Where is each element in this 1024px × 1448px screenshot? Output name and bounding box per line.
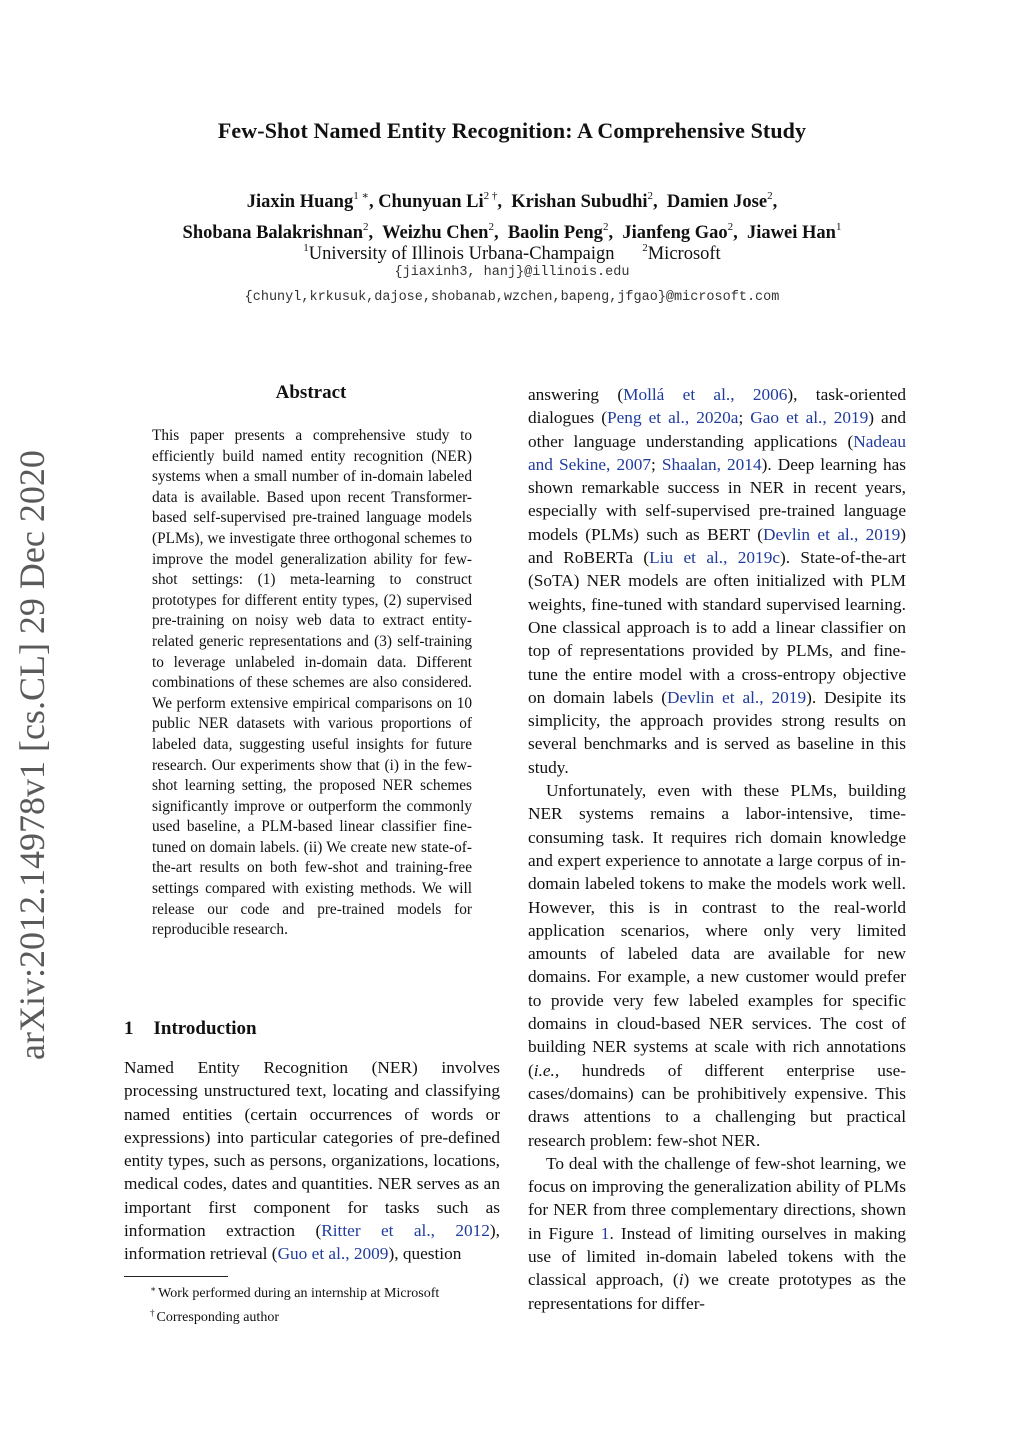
affiliation-name: University of Illinois Urbana-Champaign xyxy=(308,244,615,264)
intro-paragraph xyxy=(528,383,906,779)
citation-link[interactable]: Gao et al., 2019 xyxy=(750,408,869,428)
italic-run: i.e., xyxy=(533,1060,560,1080)
citation-link[interactable]: Guo et al., 2009 xyxy=(277,1244,389,1264)
author-name: Krishan Subudhi xyxy=(511,192,648,212)
author-line-2: Shobana Balakrishnan$^2$, Weizhu Chen$^2$, Baolin Peng$^2$, Jianfeng Gao$^2$, Jiawei Han$^1$ xyxy=(182,221,842,243)
author-affil-mark: 2 xyxy=(363,221,369,233)
arxiv-side-label: arXiv:2012.14978v1 [cs.CL] 29 Dec 2020 xyxy=(12,450,52,1060)
text-run: ; xyxy=(738,408,751,428)
footnote-divider xyxy=(124,1276,228,1277)
footnote-mark: ∗ xyxy=(150,1284,157,1294)
text-run: ; xyxy=(651,454,662,474)
text-run: . Instead of limiting ourselves in making use of limited in-domain labeled tokens with the classical approach, ( xyxy=(528,1223,906,1290)
footnotes xyxy=(150,1280,439,1327)
italic-run: i xyxy=(678,1270,684,1290)
section-title: Introduction xyxy=(153,1018,257,1039)
author-affil-mark: 2 xyxy=(727,221,734,233)
text-run: ). Deep learning has shown remarkable success in NER in recent years, especially with self-supervised pre-trained language models (PLMs) such as BERT ( xyxy=(528,454,907,544)
author-affil-mark: 2 xyxy=(647,190,654,202)
affil-mark: 2 xyxy=(642,242,648,254)
citation-link[interactable]: Devlin et al., 2019 xyxy=(667,687,807,707)
text-run: ), question xyxy=(388,1244,462,1264)
text-run: Named Entity Recognition (NER) involves processing unstructured text, locating and classifying named entities (certain occurrences of words or expressions) into particular categories of pre-defined entity types, such as persons, organizations, locations, medical codes, dates and quantities. NER serves as an important first component for tasks such as information extraction ( xyxy=(124,1058,500,1241)
text-run: ) we create prototypes as the representations for differ- xyxy=(528,1270,906,1313)
abstract-text: This paper presents a comprehensive study to efficiently build named entity recognition (NER) systems when a small number of in-domain labeled data is available. Based upon recent Transformer-based self-supervised pre-trained language models (PLMs), we investigate three orthogonal schemes to improve the model generalization ability for few-shot settings: (1) meta-learning to construct prototypes for different entity types, (2) supervised pre-training on noisy web data to extract entity-related generic representations and (3) self-training to leverage unlabeled in-domain data. Different combinations of these schemes are also considered. We perform extensive empirical comparisons on 10 public NER datasets with various proportions of labeled data, suggesting useful insights for future research. Our experiments show that (i) in the few-shot learning setting, the proposed NER schemes significantly improve or outperform the commonly used baseline, a PLM-based linear classifier fine-tuned on domain labels. (ii) We create new state-of-the-art results on both few-shot and training-free settings compared with existing methods. We will release our code and pre-trained models for reproducible research. xyxy=(152,427,472,939)
author-name: Jiawei Han xyxy=(747,223,836,243)
author-affil-mark: 1 xyxy=(835,221,842,233)
email-line-1: {jiaxinh3, hanj}@illinois.edu xyxy=(394,265,630,280)
author-name: Chunyuan Li xyxy=(378,192,484,212)
text-run: ), information retrieval ( xyxy=(124,1221,500,1264)
author-affil-mark: 2 xyxy=(488,221,494,233)
text-run: ). State-of-the-art (SoTA) NER models are often initialized with PLM weights, fine-tuned with standard supervised learning. One classical approach is to add a linear classifier on top of representations provided by PLMs, and fine-tune the entire model with a cross-entropy objective on domain labels ( xyxy=(528,548,906,707)
text-run: ) and RoBERTa ( xyxy=(528,524,906,568)
footnote xyxy=(150,1304,439,1328)
citation-link[interactable]: Ritter et al., 2012 xyxy=(321,1221,490,1241)
intro-paragraph xyxy=(528,1152,906,1315)
author-affil-mark: 2 xyxy=(602,221,609,233)
section-number: 1 xyxy=(124,1018,134,1039)
author-name: Weizhu Chen xyxy=(382,223,489,243)
affiliation-name: Microsoft xyxy=(647,244,721,264)
text-run: ). Desipite its simplicity, the approach provides strong results on several benchmarks and is served as baseline in this study. xyxy=(528,687,906,777)
author-affil-mark: 2 † xyxy=(483,190,498,202)
author-affil-mark: 1 ∗ xyxy=(353,190,369,202)
text-run: Unfortunately, even with these PLMs, building NER systems remains a labor-intensive, time-consuming task. It requires rich domain knowledge and expert experience to annotate a large corpus of in-domain labeled tokens to make the models work well. However, this is in contrast to the real-world application scenarios, where only very limited amounts of labeled data are available for new domains. For example, a new customer would prefer to provide very few labeled examples for specific domains in cloud-based NER services. The cost of building NER systems at scale with rich annotations ( xyxy=(528,781,906,1080)
affil-mark: 1 xyxy=(303,242,309,254)
citation-link[interactable]: Shaalan, 2014 xyxy=(661,454,762,474)
intro-left-paragraph xyxy=(124,1056,500,1266)
author-name: Damien Jose xyxy=(666,192,768,212)
text-run: answering ( xyxy=(528,385,624,404)
affiliations xyxy=(0,235,1024,267)
intro-right-column xyxy=(528,383,906,1315)
author-name: Shobana Balakrishnan xyxy=(182,223,364,243)
intro-paragraph xyxy=(528,779,906,1152)
email-line-2: {chunyl,krkusuk,dajose,shobanab,wzchen,bapeng,jfgao}@microsoft.com xyxy=(244,290,780,305)
footnote-text: Corresponding author xyxy=(156,1309,279,1325)
citation-link[interactable]: Peng et al., 2020a xyxy=(607,408,739,428)
abstract-heading: Abstract xyxy=(275,382,347,403)
text-run: ), task-oriented dialogues ( xyxy=(528,385,906,428)
author-line-1: Jiaxin Huang$^{1 ∗}$, Chunyuan $Li^{2 \dagger}$, Krishan Subudhi$^2$, Damien Jose$^2$, xyxy=(246,190,778,212)
citation-link[interactable]: Nadeau and Sekine, 2007 xyxy=(528,431,906,474)
text-run: ) and other language understanding applications ( xyxy=(528,408,907,451)
footnote-text: Work performed during an internship at Microsoft xyxy=(158,1286,440,1301)
author-name: Baolin Peng xyxy=(507,223,603,243)
citation-link[interactable]: Liu et al., 2019c xyxy=(649,548,781,568)
footnote xyxy=(150,1280,439,1304)
footnote-mark: † xyxy=(150,1307,155,1318)
citation-link[interactable]: Mollá et al., 2006 xyxy=(623,385,788,404)
author-affil-mark: 2 xyxy=(767,190,773,202)
figure-link[interactable]: 1 xyxy=(600,1223,610,1243)
text-run: hundreds of different enterprise use-cases/domains) can be prohibitively expensive. This draws attentions to a challenging but practical research problem: few-shot NER. xyxy=(528,1060,906,1150)
section-heading xyxy=(124,1018,257,1040)
author-name: Jianfeng Gao xyxy=(622,223,728,243)
author-name: Jiaxin Huang xyxy=(246,192,354,212)
citation-link[interactable]: Devlin et al., 2019 xyxy=(763,524,901,544)
paper-title: Few-Shot Named Entity Recognition: A Comprehensive Study xyxy=(217,118,807,143)
text-run: To deal with the challenge of few-shot learning, we focus on improving the generalization ability of PLMs for NER from three complementary directions, shown in Figure xyxy=(528,1153,906,1243)
